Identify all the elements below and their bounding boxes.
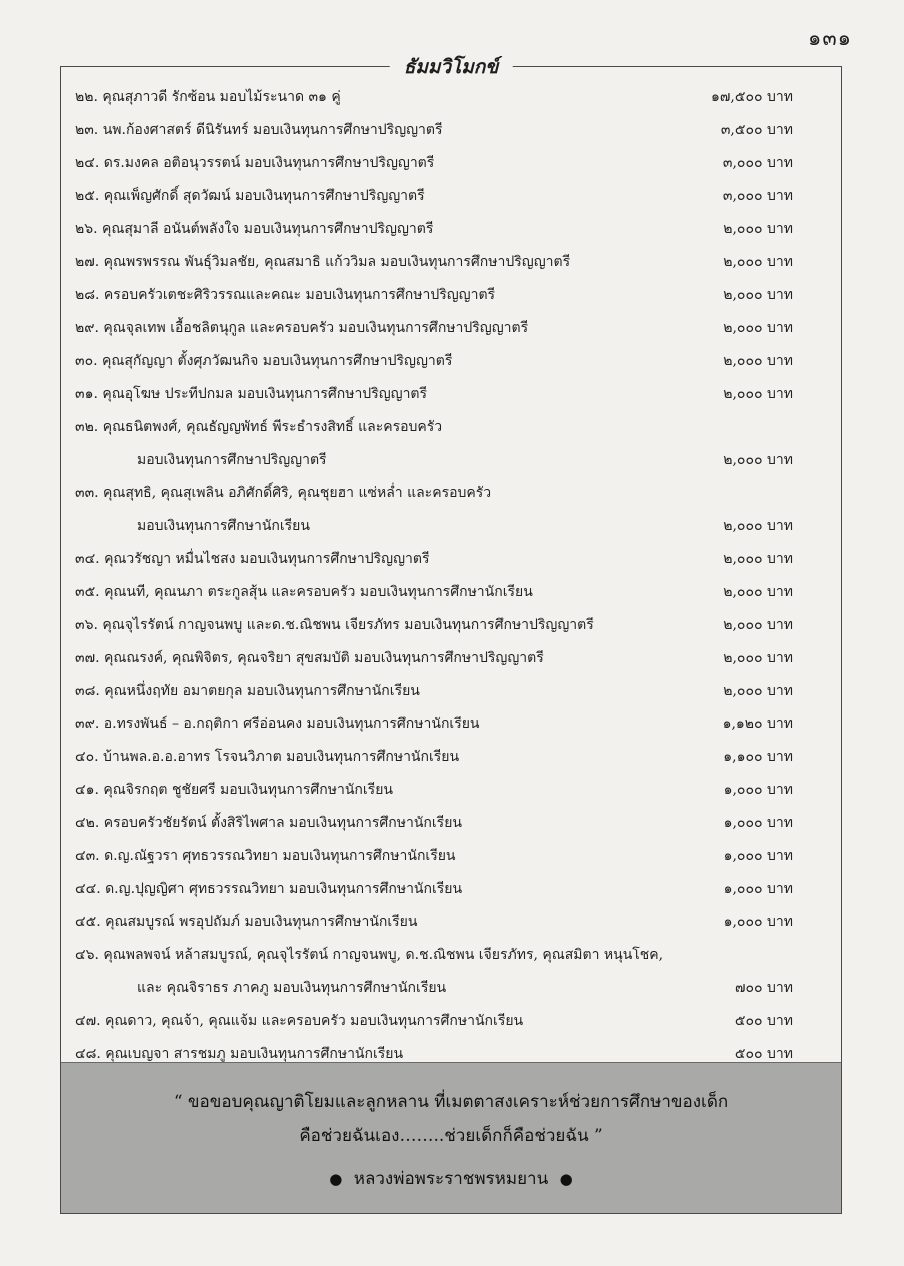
donation-row: [61, 180, 841, 213]
donation-amount: ๒,๐๐๐ บาท: [723, 254, 793, 270]
donation-amount: ๑,๐๐๐ บาท: [723, 815, 793, 831]
donation-row: [61, 378, 841, 411]
donation-amount: ๑,๐๐๐ บาท: [723, 848, 793, 864]
donation-list: [61, 81, 841, 1071]
donation-row: [61, 312, 841, 345]
donation-row: [61, 543, 841, 576]
donation-description: ๓๑. คุณอุโฆษ ประทีปกมล มอบเงินทุนการศึกษาปริญญาตรี: [75, 386, 428, 402]
donation-row: [61, 345, 841, 378]
donation-description: ๓๘. คุณหนึ่งฤทัย อมาตยกุล มอบเงินทุนการศึกษานักเรียน: [75, 683, 420, 699]
donation-row: [61, 774, 841, 807]
donation-description: ๔๑. คุณจิรกฤต ชูชัยศรี มอบเงินทุนการศึกษานักเรียน: [75, 782, 393, 798]
donation-description: ๒๘. ครอบครัวเตชะศิริวรรณและคณะ มอบเงินทุนการศึกษาปริญญาตรี: [75, 287, 496, 303]
donation-description: ๓๙. อ.ทรงพันธ์ – อ.กฤติกา ศรีอ่อนคง มอบเงินทุนการศึกษานักเรียน: [75, 716, 480, 732]
donation-amount: ๒,๐๐๐ บาท: [723, 221, 793, 237]
donation-amount: ๑,๐๐๐ บาท: [723, 881, 793, 897]
donation-description: ๔๖. คุณพลพจน์ หล้าสมบูรณ์, คุณจุไรรัตน์ กาญจนพบู, ด.ช.ณิชพน เจียรภัทร, คุณสมิตา หนุนโชค,: [75, 947, 664, 963]
donation-row: [61, 807, 841, 840]
donation-description: ๓๓. คุณสุทธิ, คุณสุเพลิน อภิศักดิ์ศิริ, คุณชุยฮา แซ่หล่ำ และครอบครัว: [75, 485, 492, 501]
donation-row: [61, 477, 841, 510]
donation-row: [61, 609, 841, 642]
donation-description: มอบเงินทุนการศึกษาปริญญาตรี: [137, 452, 327, 468]
donation-amount: ๕๐๐ บาท: [734, 1013, 793, 1029]
bullet-icon: ●: [329, 1170, 343, 1188]
donation-row: [61, 840, 841, 873]
donation-description: ๔๐. บ้านพล.อ.อ.อาทร โรจนวิภาต มอบเงินทุนการศึกษานักเรียน: [75, 749, 460, 765]
page-number: ๑๓๑: [807, 26, 852, 50]
donation-row-continuation: [61, 444, 841, 477]
donation-amount: ๒,๐๐๐ บาท: [723, 518, 793, 534]
donation-row-continuation: [61, 510, 841, 543]
quote-box: [61, 1062, 841, 1213]
donation-description: ๔๗. คุณดาว, คุณจ้า, คุณแจ้ม และครอบครัว มอบเงินทุนการศึกษานักเรียน: [75, 1013, 524, 1029]
donation-amount: ๒,๐๐๐ บาท: [723, 452, 793, 468]
quote-author: หลวงพ่อพระราชพรหมยาน: [353, 1169, 549, 1189]
donation-description: ๓๒. คุณธนิตพงศ์, คุณธัญญพัทธ์ พีระธำรงสิทธิ์ และครอบครัว: [75, 419, 443, 435]
donation-row: [61, 114, 841, 147]
donation-description: ๔๕. คุณสมบูรณ์ พรอุปถัมภ์ มอบเงินทุนการศึกษานักเรียน: [75, 914, 418, 930]
donation-row: [61, 906, 841, 939]
donation-row: [61, 873, 841, 906]
donation-description: ๓๖. คุณจุไรรัตน์ กาญจนพบู และด.ช.ณิชพน เจียรภัทร มอบเงินทุนการศึกษาปริญญาตรี: [75, 617, 594, 633]
donation-row: [61, 279, 841, 312]
donation-amount: ๓,๕๐๐ บาท: [720, 122, 793, 138]
donation-description: ๓๕. คุณนที, คุณนภา ตระกูลสุ้น และครอบครัว มอบเงินทุนการศึกษานักเรียน: [75, 584, 533, 600]
donation-amount: ๕๐๐ บาท: [734, 1046, 793, 1062]
quote-line-2: คือช่วยฉันเอง……..ช่วยเด็กก็คือช่วยฉัน ”: [299, 1126, 603, 1146]
donation-description: และ คุณจิราธร ภาคภู มอบเงินทุนการศึกษานักเรียน: [137, 980, 447, 996]
donation-row: [61, 939, 841, 972]
donation-row: [61, 708, 841, 741]
donation-amount: ๒,๐๐๐ บาท: [723, 683, 793, 699]
donation-row: [61, 81, 841, 114]
donation-amount: ๒,๐๐๐ บาท: [723, 650, 793, 666]
donation-description: มอบเงินทุนการศึกษานักเรียน: [137, 518, 310, 534]
donation-amount: ๑,๐๐๐ บาท: [723, 914, 793, 930]
donation-description: ๔๒. ครอบครัวชัยรัตน์ ตั้งสิริไพศาล มอบเงินทุนการศึกษานักเรียน: [75, 815, 462, 831]
donation-amount: ๓,๐๐๐ บาท: [722, 155, 793, 171]
donation-description: ๒๔. ดร.มงคล อติอนุวรรตน์ มอบเงินทุนการศึกษาปริญญาตรี: [75, 155, 435, 171]
donation-description: ๔๔. ด.ญ.ปุญญิศา ศุทธวรรณวิทยา มอบเงินทุนการศึกษานักเรียน: [75, 881, 463, 897]
donation-amount: ๑,๐๐๐ บาท: [723, 782, 793, 798]
donation-row: [61, 576, 841, 609]
donation-amount: ๒,๐๐๐ บาท: [723, 551, 793, 567]
donation-row: [61, 741, 841, 774]
donation-amount: ๑๗,๕๐๐ บาท: [711, 89, 793, 105]
donation-description: ๒๗. คุณพรพรรณ พันธุ์วิมลชัย, คุณสมาธิ แก้ววิมล มอบเงินทุนการศึกษาปริญญาตรี: [75, 254, 571, 270]
frame-title: ธัมมวิโมกข์: [390, 52, 513, 82]
donation-amount: ๒,๐๐๐ บาท: [723, 617, 793, 633]
donation-amount: ๑,๑๒๐ บาท: [722, 716, 793, 732]
content-frame: [60, 56, 842, 1214]
donation-amount: ๓,๐๐๐ บาท: [722, 188, 793, 204]
donation-row: [61, 246, 841, 279]
donation-description: ๔๘. คุณเบญจา สารชมภู มอบเงินทุนการศึกษานักเรียน: [75, 1046, 404, 1062]
donation-row: [61, 411, 841, 444]
quote-line-1: “ ขอขอบคุณญาติโยมและลูกหลาน ที่เมตตาสงเคราะห์ช่วยการศึกษาของเด็ก: [173, 1092, 729, 1112]
donation-row: [61, 1005, 841, 1038]
donation-description: ๒๕. คุณเพ็ญศักดิ์ สุดวัฒน์ มอบเงินทุนการศึกษาปริญญาตรี: [75, 188, 425, 204]
donation-row: [61, 642, 841, 675]
donation-description: ๓๐. คุณสุกัญญา ตั้งศุภวัฒนกิจ มอบเงินทุนการศึกษาปริญญาตรี: [75, 353, 453, 369]
donation-amount: ๒,๐๐๐ บาท: [723, 386, 793, 402]
donation-description: ๓๗. คุณณรงค์, คุณพิจิตร, คุณจริยา สุขสมบัติ มอบเงินทุนการศึกษาปริญญาตรี: [75, 650, 544, 666]
donation-amount: ๗๐๐ บาท: [734, 980, 793, 996]
donation-description: ๔๓. ด.ญ.ณัฐวรา ศุทธวรรณวิทยา มอบเงินทุนการศึกษานักเรียน: [75, 848, 456, 864]
donation-amount: ๒,๐๐๐ บาท: [723, 320, 793, 336]
donation-row: [61, 675, 841, 708]
bullet-icon: ●: [559, 1170, 573, 1188]
donation-amount: ๒,๐๐๐ บาท: [723, 584, 793, 600]
donation-amount: ๒,๐๐๐ บาท: [723, 287, 793, 303]
donation-row: [61, 213, 841, 246]
donation-amount: ๒,๐๐๐ บาท: [723, 353, 793, 369]
donation-description: ๓๔. คุณวรัชญา หมื่นไชสง มอบเงินทุนการศึกษาปริญญาตรี: [75, 551, 430, 567]
donation-row-continuation: [61, 972, 841, 1005]
donation-row: [61, 147, 841, 180]
donation-description: ๒๓. นพ.ก้องศาสตร์ ดีนิรันทร์ มอบเงินทุนการศึกษาปริญญาตรี: [75, 122, 443, 138]
donation-description: ๒๙. คุณจุลเทพ เอื้อชลิตนุกูล และครอบครัว มอบเงินทุนการศึกษาปริญญาตรี: [75, 320, 529, 336]
donation-amount: ๑,๑๐๐ บาท: [723, 749, 793, 765]
quote-author-line: [61, 1165, 841, 1192]
donation-description: ๒๖. คุณสุมาลี อนันต์พลังใจ มอบเงินทุนการศึกษาปริญญาตรี: [75, 221, 434, 237]
donation-description: ๒๒. คุณสุภาวดี รักซ้อน มอบไม้ระนาด ๓๑ คู่: [75, 89, 341, 105]
